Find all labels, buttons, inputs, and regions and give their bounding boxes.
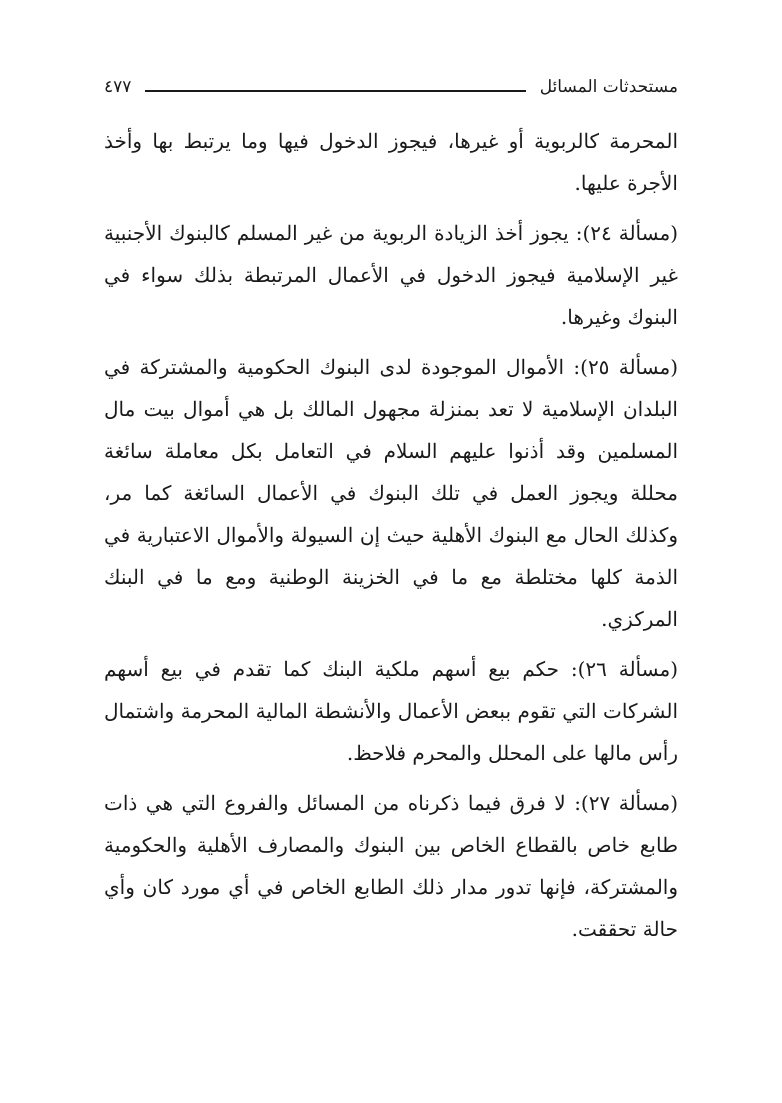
paragraph-issue-27: (مسألة ٢٧): لا فرق فيما ذكرناه من المسائل والفروع التي هي ذات طابع خاص بالقطاع الخاص بين البنوك والمصارف الأهلية والحكومية والمشتركة، فإنها تدور مدار ذلك الطابع الخاص في أي مورد كان وأي حالة تحققت. bbox=[104, 791, 679, 941]
paragraph-issue-24: (مسألة ٢٤): يجوز أخذ الزيادة الربوية من غير المسلم كالبنوك الأجنبية غير الإسلامية فيجوز الدخول في الأعمال المرتبطة بذلك سواء في البنوك وغيرها. bbox=[104, 221, 679, 329]
running-title: مستحدثات المسائل bbox=[539, 77, 678, 97]
paragraph-issue-25: (مسألة ٢٥): الأموال الموجودة لدى البنوك الحكومية والمشتركة في البلدان الإسلامية لا تعد بمنزلة مجهول المالك بل هي أموال بيت مال المسلمين وقد أذنوا عليهم السلام في التعامل بكل معاملة سائغة محللة ويجوز العمل في تلك البنوك في الأعمال السائغة كما مر، وكذلك الحال مع البنوك الأهلية حيث إن السيولة والأموال الاعتبارية في الذمة كلها مختلطة مع ما في الخزينة الوطنية ومع ما في البنك المركزي. bbox=[104, 355, 679, 631]
header-rule bbox=[145, 90, 525, 92]
page-header bbox=[104, 72, 678, 102]
paragraph-continuation: المحرمة كالربوية أو غيرها، فيجوز الدخول فيها وما يرتبط بها وأخذ الأجرة عليها. bbox=[104, 129, 678, 195]
paragraph-issue-26: (مسألة ٢٦): حكم بيع أسهم ملكية البنك كما تقدم في بيع أسهم الشركات التي تقوم ببعض الأعمال والأنشطة المالية المحرمة واشتمال رأس مالها على المحلل والمحرم فلاحظ. bbox=[104, 657, 679, 765]
page-body bbox=[104, 120, 678, 958]
page-number: ٤٧٧ bbox=[104, 77, 132, 97]
